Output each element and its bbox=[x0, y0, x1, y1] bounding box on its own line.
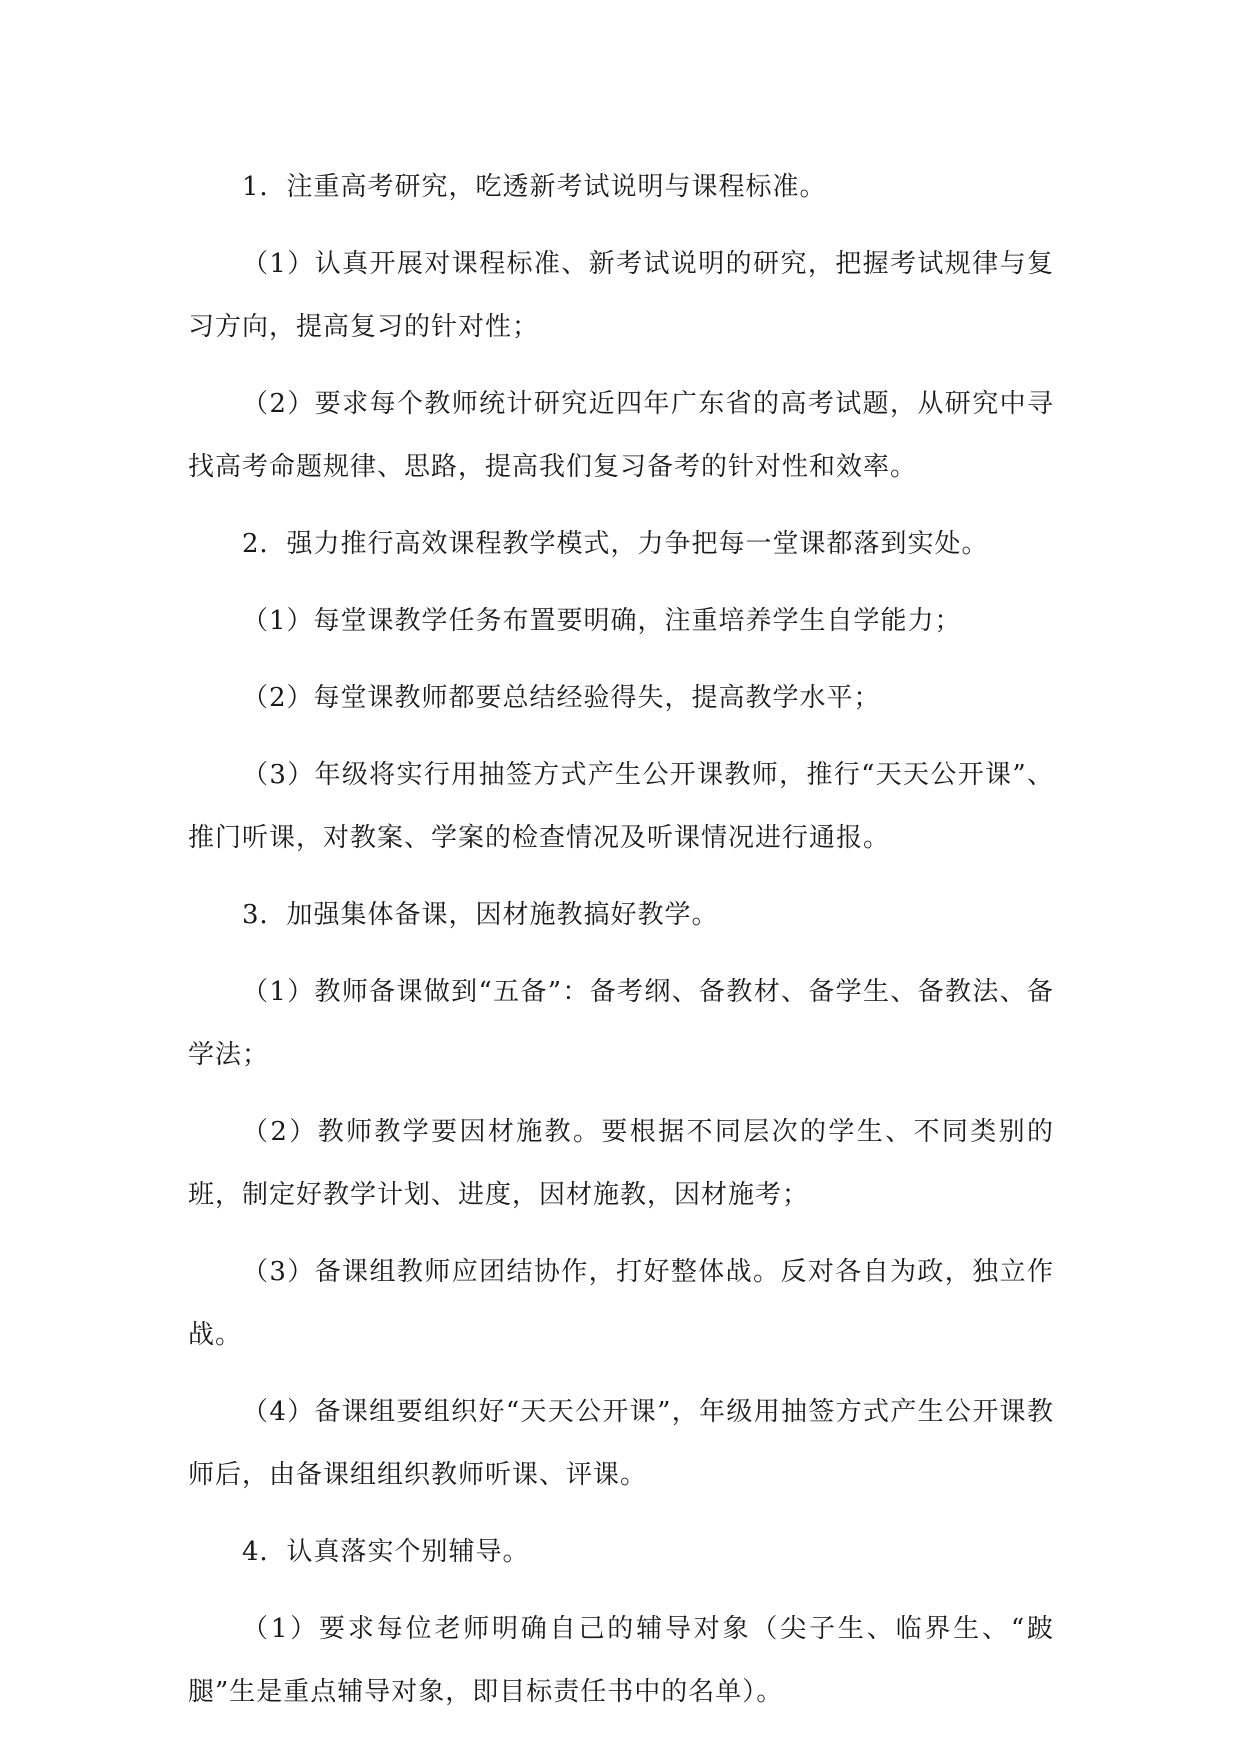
paragraph-4-1: （1）要求每位老师明确自己的辅导对象（尖子生、临界生、“跛腿”生是重点辅导对象，即目标责任书中的名单）。 bbox=[188, 1614, 1054, 1707]
paragraph-3-2: （2）教师教学要因材施教。要根据不同层次的学生、不同类别的班，制定好教学计划、进度，因材施教，因材施考； bbox=[188, 1117, 1054, 1210]
paragraph-3-1: （1）教师备课做到“五备”：备考纲、备教材、备学生、备教法、备学法； bbox=[188, 977, 1054, 1070]
paragraph-1-1: （1）认真开展对课程标准、新考试说明的研究，把握考试规律与复习方向，提高复习的针对性； bbox=[188, 249, 1054, 342]
section-heading-1: 1．注重高考研究，吃透新考试说明与课程标准。 bbox=[242, 172, 827, 202]
paragraph-2-1: （1）每堂课教学任务布置要明确，注重培养学生自学能力； bbox=[242, 606, 962, 636]
paragraph-1-2: （2）要求每个教师统计研究近四年广东省的高考试题，从研究中寻找高考命题规律、思路，提高我们复习备考的针对性和效率。 bbox=[188, 389, 1054, 482]
section-heading-4: 4．认真落实个别辅导。 bbox=[242, 1537, 530, 1567]
paragraph-2-2: （2）每堂课教师都要总结经验得失，提高教学水平； bbox=[242, 683, 881, 713]
paragraph-2-3: （3）年级将实行用抽签方式产生公开课教师，推行“天天公开课”、推门听课，对教案、学案的检查情况及听课情况进行通报。 bbox=[188, 760, 1054, 853]
section-heading-3: 3．加强集体备课，因材施教搞好教学。 bbox=[242, 900, 719, 930]
document-body bbox=[188, 156, 1054, 1738]
paragraph-3-4: （4）备课组要组织好“天天公开课”，年级用抽签方式产生公开课教师后，由备课组组织教师听课、评课。 bbox=[188, 1397, 1054, 1490]
paragraph-3-3: （3）备课组教师应团结协作，打好整体战。反对各自为政，独立作战。 bbox=[188, 1257, 1054, 1350]
section-heading-2: 2．强力推行高效课程教学模式，力争把每一堂课都落到实处。 bbox=[242, 529, 989, 559]
